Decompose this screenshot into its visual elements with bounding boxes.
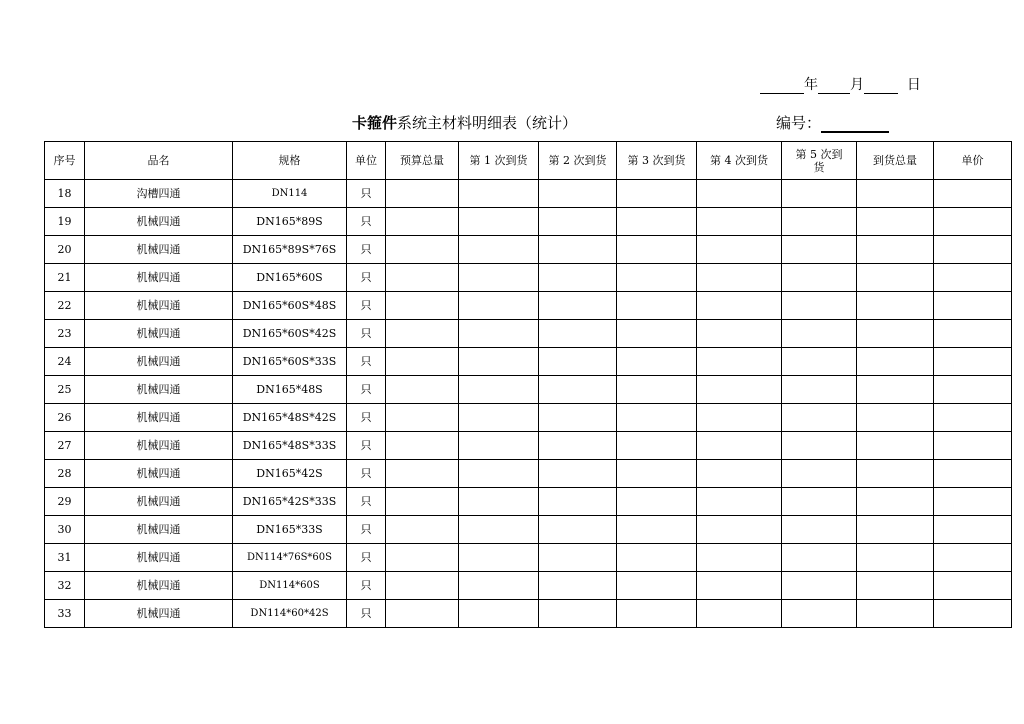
empty-cell bbox=[782, 488, 857, 516]
code-label: 编号： bbox=[776, 114, 822, 132]
empty-cell bbox=[697, 488, 782, 516]
empty-cell bbox=[539, 516, 617, 544]
empty-cell bbox=[782, 264, 857, 292]
empty-cell bbox=[697, 292, 782, 320]
empty-cell bbox=[934, 376, 1012, 404]
spec: DN165*89S bbox=[233, 208, 347, 236]
empty-cell bbox=[539, 600, 617, 628]
table-row bbox=[45, 208, 1012, 236]
empty-cell bbox=[617, 488, 697, 516]
row-number: 19 bbox=[45, 208, 85, 236]
row-number: 23 bbox=[45, 320, 85, 348]
empty-cell bbox=[539, 264, 617, 292]
empty-cell bbox=[617, 460, 697, 488]
empty-cell bbox=[539, 432, 617, 460]
empty-cell bbox=[934, 348, 1012, 376]
empty-cell bbox=[697, 208, 782, 236]
row-number: 22 bbox=[45, 292, 85, 320]
spec: DN165*48S*42S bbox=[233, 404, 347, 432]
product-name: 机械四通 bbox=[85, 432, 233, 460]
empty-cell bbox=[857, 544, 934, 572]
empty-cell bbox=[386, 600, 459, 628]
year-label: 年 bbox=[804, 77, 818, 93]
empty-cell bbox=[617, 236, 697, 264]
empty-cell bbox=[782, 236, 857, 264]
unit: 只 bbox=[347, 600, 386, 628]
empty-cell bbox=[459, 404, 539, 432]
title-bold: 卡箍件 bbox=[352, 114, 398, 132]
row-number: 28 bbox=[45, 460, 85, 488]
spec: DN165*42S*33S bbox=[233, 488, 347, 516]
empty-cell bbox=[782, 348, 857, 376]
spec: DN165*48S*33S bbox=[233, 432, 347, 460]
empty-cell bbox=[459, 236, 539, 264]
empty-cell bbox=[386, 348, 459, 376]
spec: DN114*60S bbox=[233, 572, 347, 600]
empty-cell bbox=[539, 572, 617, 600]
empty-cell bbox=[934, 236, 1012, 264]
header-row bbox=[45, 142, 1012, 180]
empty-cell bbox=[386, 264, 459, 292]
table-row bbox=[45, 488, 1012, 516]
empty-cell bbox=[617, 544, 697, 572]
empty-cell bbox=[697, 180, 782, 208]
spec: DN114*76S*60S bbox=[233, 544, 347, 572]
empty-cell bbox=[539, 208, 617, 236]
empty-cell bbox=[386, 236, 459, 264]
table-row bbox=[45, 320, 1012, 348]
empty-cell bbox=[934, 208, 1012, 236]
empty-cell bbox=[617, 180, 697, 208]
empty-cell bbox=[459, 348, 539, 376]
unit: 只 bbox=[347, 572, 386, 600]
empty-cell bbox=[857, 264, 934, 292]
empty-cell bbox=[697, 544, 782, 572]
product-name: 机械四通 bbox=[85, 264, 233, 292]
product-name: 机械四通 bbox=[85, 544, 233, 572]
table-row bbox=[45, 376, 1012, 404]
table-row bbox=[45, 544, 1012, 572]
empty-cell bbox=[857, 320, 934, 348]
col-header: 第 5 次到货 bbox=[782, 142, 857, 180]
empty-cell bbox=[539, 180, 617, 208]
empty-cell bbox=[934, 516, 1012, 544]
empty-cell bbox=[386, 320, 459, 348]
empty-cell bbox=[459, 544, 539, 572]
empty-cell bbox=[617, 376, 697, 404]
row-number: 18 bbox=[45, 180, 85, 208]
empty-cell bbox=[539, 544, 617, 572]
spec: DN165*48S bbox=[233, 376, 347, 404]
col-header: 第 4 次到货 bbox=[697, 142, 782, 180]
empty-cell bbox=[459, 264, 539, 292]
empty-cell bbox=[782, 572, 857, 600]
product-name: 机械四通 bbox=[85, 292, 233, 320]
col-header: 第 1 次到货 bbox=[459, 142, 539, 180]
spec: DN165*60S*42S bbox=[233, 320, 347, 348]
unit: 只 bbox=[347, 236, 386, 264]
empty-cell bbox=[617, 600, 697, 628]
empty-cell bbox=[459, 600, 539, 628]
spec: DN114*60*42S bbox=[233, 600, 347, 628]
col-header: 序号 bbox=[45, 142, 85, 180]
table-row bbox=[45, 460, 1012, 488]
empty-cell bbox=[857, 600, 934, 628]
empty-cell bbox=[697, 516, 782, 544]
code-field bbox=[776, 112, 889, 133]
empty-cell bbox=[617, 348, 697, 376]
empty-cell bbox=[934, 320, 1012, 348]
empty-cell bbox=[697, 376, 782, 404]
empty-cell bbox=[539, 376, 617, 404]
empty-cell bbox=[857, 236, 934, 264]
unit: 只 bbox=[347, 544, 386, 572]
row-number: 24 bbox=[45, 348, 85, 376]
empty-cell bbox=[539, 292, 617, 320]
code-blank bbox=[821, 116, 889, 133]
materials-table bbox=[44, 141, 1012, 628]
spec: DN114 bbox=[233, 180, 347, 208]
spec: DN165*60S*48S bbox=[233, 292, 347, 320]
unit: 只 bbox=[347, 432, 386, 460]
empty-cell bbox=[386, 208, 459, 236]
day-blank bbox=[864, 79, 898, 94]
empty-cell bbox=[386, 376, 459, 404]
empty-cell bbox=[934, 180, 1012, 208]
row-number: 31 bbox=[45, 544, 85, 572]
empty-cell bbox=[459, 376, 539, 404]
empty-cell bbox=[459, 460, 539, 488]
empty-cell bbox=[459, 516, 539, 544]
table-row bbox=[45, 236, 1012, 264]
empty-cell bbox=[934, 600, 1012, 628]
col-header: 规格 bbox=[233, 142, 347, 180]
empty-cell bbox=[782, 180, 857, 208]
empty-cell bbox=[857, 404, 934, 432]
spec: DN165*89S*76S bbox=[233, 236, 347, 264]
spec: DN165*33S bbox=[233, 516, 347, 544]
empty-cell bbox=[857, 208, 934, 236]
table-row bbox=[45, 404, 1012, 432]
empty-cell bbox=[857, 488, 934, 516]
empty-cell bbox=[539, 404, 617, 432]
empty-cell bbox=[386, 292, 459, 320]
empty-cell bbox=[697, 432, 782, 460]
empty-cell bbox=[459, 572, 539, 600]
empty-cell bbox=[386, 432, 459, 460]
empty-cell bbox=[697, 460, 782, 488]
table-row bbox=[45, 432, 1012, 460]
empty-cell bbox=[459, 488, 539, 516]
empty-cell bbox=[782, 208, 857, 236]
product-name: 机械四通 bbox=[85, 208, 233, 236]
empty-cell bbox=[386, 460, 459, 488]
page-title bbox=[352, 112, 577, 133]
product-name: 机械四通 bbox=[85, 460, 233, 488]
empty-cell bbox=[539, 488, 617, 516]
month-label: 月 bbox=[850, 77, 864, 93]
col-header: 第 2 次到货 bbox=[539, 142, 617, 180]
row-number: 21 bbox=[45, 264, 85, 292]
row-number: 33 bbox=[45, 600, 85, 628]
col-header: 单位 bbox=[347, 142, 386, 180]
empty-cell bbox=[617, 432, 697, 460]
product-name: 机械四通 bbox=[85, 516, 233, 544]
row-number: 26 bbox=[45, 404, 85, 432]
empty-cell bbox=[697, 320, 782, 348]
col-header: 第 3 次到货 bbox=[617, 142, 697, 180]
unit: 只 bbox=[347, 348, 386, 376]
empty-cell bbox=[459, 432, 539, 460]
empty-cell bbox=[617, 572, 697, 600]
empty-cell bbox=[386, 572, 459, 600]
empty-cell bbox=[857, 432, 934, 460]
product-name: 机械四通 bbox=[85, 348, 233, 376]
empty-cell bbox=[782, 376, 857, 404]
empty-cell bbox=[697, 600, 782, 628]
table-row bbox=[45, 180, 1012, 208]
unit: 只 bbox=[347, 264, 386, 292]
date-line bbox=[760, 74, 921, 94]
empty-cell bbox=[539, 236, 617, 264]
empty-cell bbox=[697, 236, 782, 264]
empty-cell bbox=[386, 404, 459, 432]
empty-cell bbox=[539, 460, 617, 488]
col-header: 品名 bbox=[85, 142, 233, 180]
row-number: 25 bbox=[45, 376, 85, 404]
spec: DN165*60S bbox=[233, 264, 347, 292]
empty-cell bbox=[782, 320, 857, 348]
empty-cell bbox=[386, 180, 459, 208]
empty-cell bbox=[782, 600, 857, 628]
empty-cell bbox=[386, 516, 459, 544]
row-number: 30 bbox=[45, 516, 85, 544]
empty-cell bbox=[617, 320, 697, 348]
empty-cell bbox=[617, 292, 697, 320]
table-row bbox=[45, 516, 1012, 544]
empty-cell bbox=[459, 208, 539, 236]
table-row bbox=[45, 264, 1012, 292]
empty-cell bbox=[459, 180, 539, 208]
empty-cell bbox=[857, 516, 934, 544]
empty-cell bbox=[934, 572, 1012, 600]
product-name: 机械四通 bbox=[85, 236, 233, 264]
empty-cell bbox=[934, 460, 1012, 488]
product-name: 机械四通 bbox=[85, 488, 233, 516]
empty-cell bbox=[857, 376, 934, 404]
table-row bbox=[45, 600, 1012, 628]
unit: 只 bbox=[347, 460, 386, 488]
empty-cell bbox=[459, 320, 539, 348]
unit: 只 bbox=[347, 516, 386, 544]
empty-cell bbox=[617, 516, 697, 544]
empty-cell bbox=[934, 432, 1012, 460]
unit: 只 bbox=[347, 180, 386, 208]
row-number: 20 bbox=[45, 236, 85, 264]
product-name: 机械四通 bbox=[85, 572, 233, 600]
product-name: 机械四通 bbox=[85, 320, 233, 348]
month-blank bbox=[818, 79, 850, 94]
title-rest: 系统主材料明细表（统计） bbox=[397, 114, 578, 132]
row-number: 29 bbox=[45, 488, 85, 516]
empty-cell bbox=[697, 572, 782, 600]
empty-cell bbox=[617, 264, 697, 292]
empty-cell bbox=[386, 488, 459, 516]
empty-cell bbox=[697, 404, 782, 432]
empty-cell bbox=[617, 404, 697, 432]
table-row bbox=[45, 292, 1012, 320]
table-row bbox=[45, 572, 1012, 600]
empty-cell bbox=[782, 292, 857, 320]
empty-cell bbox=[617, 208, 697, 236]
empty-cell bbox=[857, 460, 934, 488]
unit: 只 bbox=[347, 292, 386, 320]
spec: DN165*42S bbox=[233, 460, 347, 488]
empty-cell bbox=[459, 292, 539, 320]
empty-cell bbox=[934, 488, 1012, 516]
empty-cell bbox=[539, 348, 617, 376]
spec: DN165*60S*33S bbox=[233, 348, 347, 376]
empty-cell bbox=[782, 460, 857, 488]
empty-cell bbox=[857, 292, 934, 320]
empty-cell bbox=[857, 180, 934, 208]
empty-cell bbox=[857, 572, 934, 600]
product-name: 机械四通 bbox=[85, 404, 233, 432]
empty-cell bbox=[934, 292, 1012, 320]
product-name: 沟槽四通 bbox=[85, 180, 233, 208]
year-blank bbox=[760, 79, 804, 94]
col-header: 到货总量 bbox=[857, 142, 934, 180]
day-label: 日 bbox=[906, 77, 921, 93]
empty-cell bbox=[782, 404, 857, 432]
empty-cell bbox=[857, 348, 934, 376]
row-number: 27 bbox=[45, 432, 85, 460]
col-header: 单价 bbox=[934, 142, 1012, 180]
unit: 只 bbox=[347, 488, 386, 516]
empty-cell bbox=[539, 320, 617, 348]
empty-cell bbox=[782, 516, 857, 544]
col-header: 预算总量 bbox=[386, 142, 459, 180]
product-name: 机械四通 bbox=[85, 376, 233, 404]
empty-cell bbox=[934, 404, 1012, 432]
product-name: 机械四通 bbox=[85, 600, 233, 628]
empty-cell bbox=[782, 432, 857, 460]
empty-cell bbox=[934, 264, 1012, 292]
unit: 只 bbox=[347, 404, 386, 432]
table-body bbox=[45, 180, 1012, 628]
unit: 只 bbox=[347, 208, 386, 236]
empty-cell bbox=[386, 544, 459, 572]
empty-cell bbox=[697, 348, 782, 376]
empty-cell bbox=[934, 544, 1012, 572]
table-row bbox=[45, 348, 1012, 376]
row-number: 32 bbox=[45, 572, 85, 600]
empty-cell bbox=[697, 264, 782, 292]
empty-cell bbox=[782, 544, 857, 572]
unit: 只 bbox=[347, 320, 386, 348]
unit: 只 bbox=[347, 376, 386, 404]
